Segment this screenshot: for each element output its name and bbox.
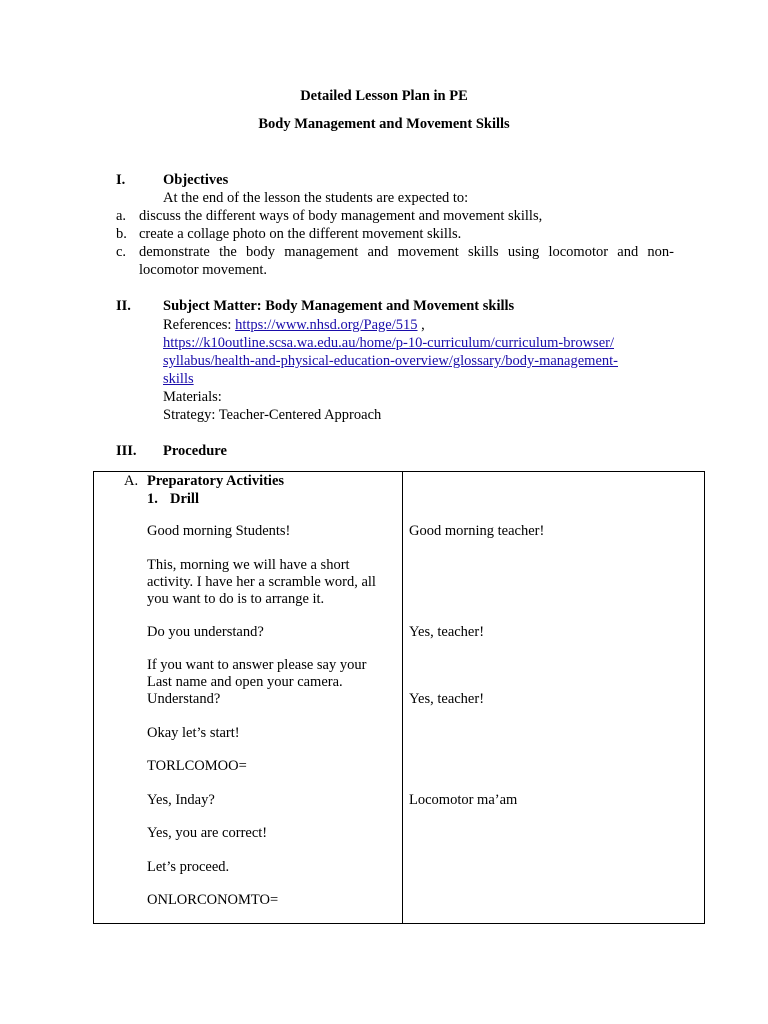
procedure-table	[93, 471, 705, 924]
objectives-intro: At the end of the lesson the students are expected to:	[163, 190, 469, 206]
student-line: Yes, teacher!	[409, 624, 485, 640]
references-separator: ,	[421, 317, 425, 333]
teacher-line: Good morning Students!	[147, 523, 291, 539]
student-column	[403, 472, 705, 924]
objective-letter-b: b.	[116, 226, 127, 242]
objective-text-c-cont: locomotor movement.	[139, 262, 268, 278]
teacher-line: Yes, you are correct!	[147, 825, 268, 841]
section-letter: A.	[124, 473, 139, 489]
objectives-heading: Objectives	[163, 172, 229, 188]
teacher-column	[94, 472, 403, 924]
student-line: Locomotor ma’am	[409, 792, 518, 808]
objectives-numeral: I.	[116, 172, 126, 188]
objective-text-c: demonstrate the body management and movement skills using locomotor and non-	[139, 244, 674, 260]
page-title: Detailed Lesson Plan in PE	[300, 88, 468, 104]
teacher-line: Last name and open your camera.	[147, 674, 343, 690]
procedure-heading: Procedure	[163, 443, 227, 459]
procedure-numeral: III.	[116, 443, 137, 459]
reference-link-k10-line3[interactable]: skills	[163, 371, 194, 387]
subject-matter-heading: Subject Matter: Body Management and Movement skills	[163, 298, 515, 314]
materials-label: Materials:	[163, 389, 222, 405]
teacher-line: TORLCOMOO=	[147, 758, 247, 774]
sub-number: 1.	[147, 491, 158, 507]
strategy-text: Strategy: Teacher-Centered Approach	[163, 407, 382, 423]
references-label: References:	[163, 317, 232, 333]
teacher-line: ONLORCONOMTO=	[147, 892, 279, 908]
subject-matter-numeral: II.	[116, 298, 131, 314]
teacher-line: Okay let’s start!	[147, 725, 240, 741]
objective-letter-c: c.	[116, 244, 127, 260]
objective-text-b: create a collage photo on the different movement skills.	[139, 226, 462, 242]
teacher-line: you want to do is to arrange it.	[147, 591, 325, 607]
teacher-line: If you want to answer please say your	[147, 657, 367, 673]
references-line	[163, 317, 425, 334]
teacher-line: Understand?	[147, 691, 221, 707]
teacher-line: This, morning we will have a short	[147, 557, 350, 573]
page-subtitle: Body Management and Movement Skills	[258, 116, 510, 132]
teacher-line: Yes, Inday?	[147, 792, 215, 808]
reference-link-k10-line1[interactable]: https://k10outline.scsa.wa.edu.au/home/p-10-curriculum/curriculum-browser/	[163, 335, 614, 351]
reference-link-nhsd[interactable]: https://www.nhsd.org/Page/515	[235, 317, 418, 333]
teacher-line: Do you understand?	[147, 624, 264, 640]
section-title: Preparatory Activities	[147, 473, 285, 489]
objective-text-a: discuss the different ways of body management and movement skills,	[139, 208, 543, 224]
student-line: Yes, teacher!	[409, 691, 485, 707]
teacher-line: Let’s proceed.	[147, 859, 230, 875]
student-line: Good morning teacher!	[409, 523, 545, 539]
objective-letter-a: a.	[116, 208, 127, 224]
reference-link-k10-line2[interactable]: syllabus/health-and-physical-education-overview/glossary/body-management-	[163, 353, 618, 369]
teacher-line: activity. I have her a scramble word, all	[147, 574, 376, 590]
sub-title: Drill	[170, 491, 199, 507]
